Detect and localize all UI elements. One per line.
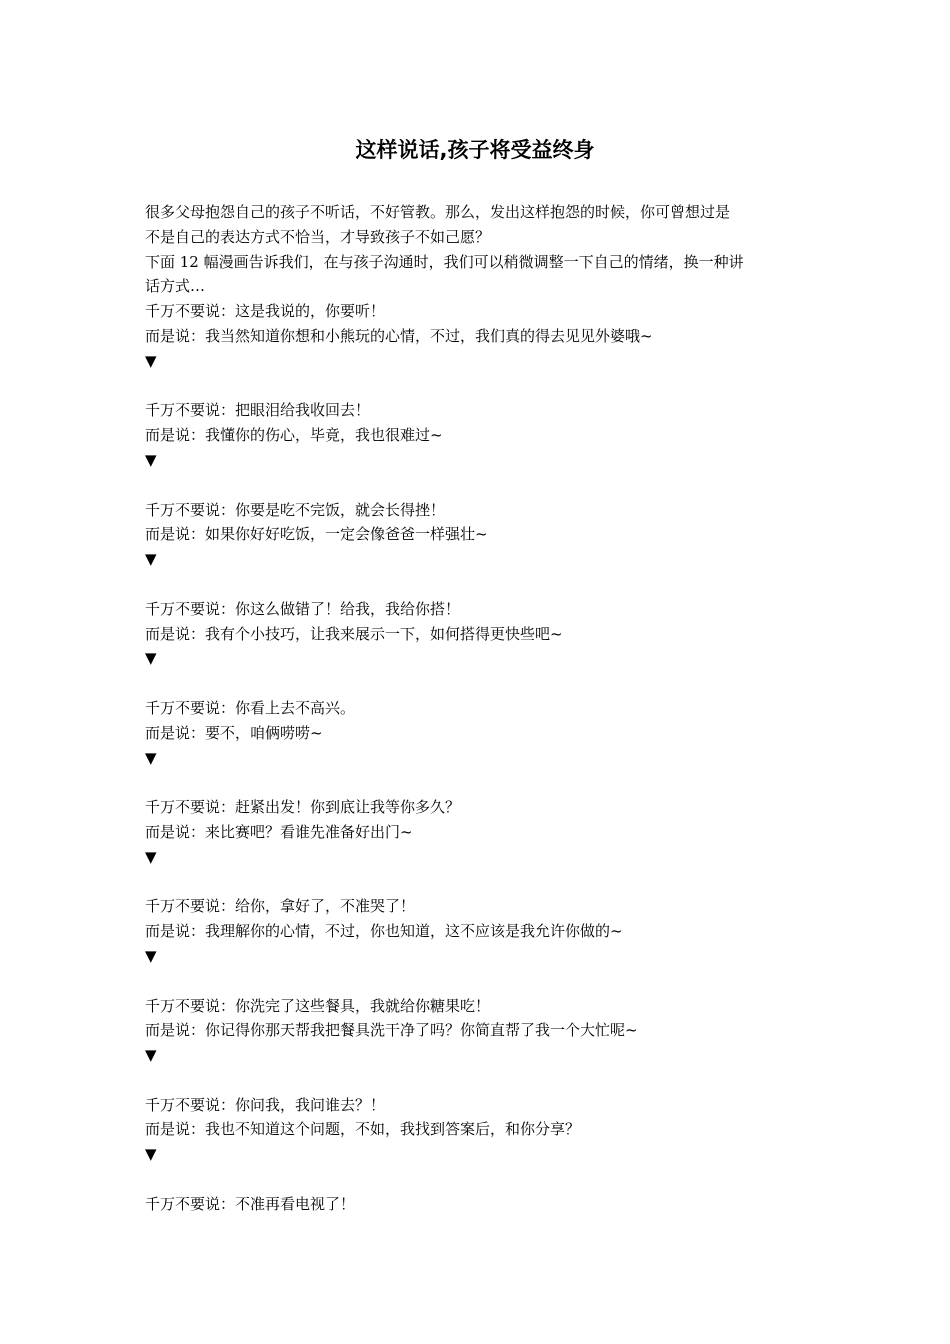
down-triangle-icon: ▼ [145,649,157,668]
intro-line: 话方式… [145,277,206,296]
do-say-line: 而是说：我也不知道这个问题，不如，我找到答案后，和你分享？ [145,1120,581,1139]
tip-block [145,597,810,696]
dont-say-line: 千万不要说：你洗完了这些餐具，我就给你糖果吃！ [145,996,491,1015]
tip-block [145,696,810,795]
dont-say-line: 千万不要说：你这么做错了！给我，我给你搭！ [145,599,461,618]
down-triangle-icon: ▼ [145,847,157,866]
down-triangle-icon: ▼ [145,748,157,767]
do-say-line: 而是说：要不，咱俩唠唠~ [145,723,323,742]
do-say-line: 而是说：来比赛吧？看谁先准备好出门~ [145,822,413,841]
tip-block [145,299,810,398]
do-say-line: 而是说：我当然知道你想和小熊玩的心情，不过，我们真的得去见见外婆哦~ [145,326,653,345]
do-say-line: 而是说：我理解你的心情，不过，你也知道，这不应该是我允许你做的~ [145,922,623,941]
dont-say-line: 千万不要说：你要是吃不完饭，就会长得挫！ [145,500,446,519]
down-triangle-icon: ▼ [145,1145,157,1164]
document-body [145,200,810,1217]
tip-block [145,1093,810,1192]
intro-line: 不是自己的表达方式不恰当，才导致孩子不如己愿？ [145,227,491,246]
dont-say-line: 千万不要说：你问我，我问谁去？！ [145,1095,386,1114]
dont-say-line: 千万不要说：赶紧出发！你到底让我等你多久？ [145,798,461,817]
do-say-line: 而是说：如果你好好吃饭，一定会像爸爸一样强壮~ [145,525,488,544]
down-triangle-icon: ▼ [145,450,157,469]
dont-say-line: 千万不要说：把眼泪给我收回去！ [145,401,371,420]
do-say-line: 而是说：我有个小技巧，让我来展示一下，如何搭得更快些吧~ [145,624,563,643]
tip-block [145,398,810,497]
dont-say-line: 千万不要说：不准再看电视了！ [145,1194,356,1213]
dont-say-line: 千万不要说：你看上去不高兴。 [145,698,356,717]
do-say-line: 而是说：你记得你那天帮我把餐具洗干净了吗？你简直帮了我一个大忙呢~ [145,1021,638,1040]
tip-block [145,894,810,993]
dont-say-line: 千万不要说：这是我说的，你要听！ [145,302,386,321]
down-triangle-icon: ▼ [145,1046,157,1065]
tip-block [145,994,810,1093]
page-title: 这样说话,孩子将受益终身 [355,138,595,162]
down-triangle-icon: ▼ [145,351,157,370]
down-triangle-icon: ▼ [145,550,157,569]
intro-paragraph [145,200,810,299]
do-say-line: 而是说：我懂你的伤心，毕竟，我也很难过~ [145,426,443,445]
dont-say-line: 千万不要说：给你，拿好了，不准哭了！ [145,897,416,916]
intro-line: 下面 12 幅漫画告诉我们，在与孩子沟通时，我们可以稍微调整一下自己的情绪，换一种讲 [145,252,744,271]
tip-block [145,795,810,894]
intro-line: 很多父母抱怨自己的孩子不听话，不好管教。那么，发出这样抱怨的时候，你可曾想过是 [145,203,731,221]
tip-block [145,498,810,597]
down-triangle-icon: ▼ [145,946,157,965]
tip-block [145,1192,810,1217]
